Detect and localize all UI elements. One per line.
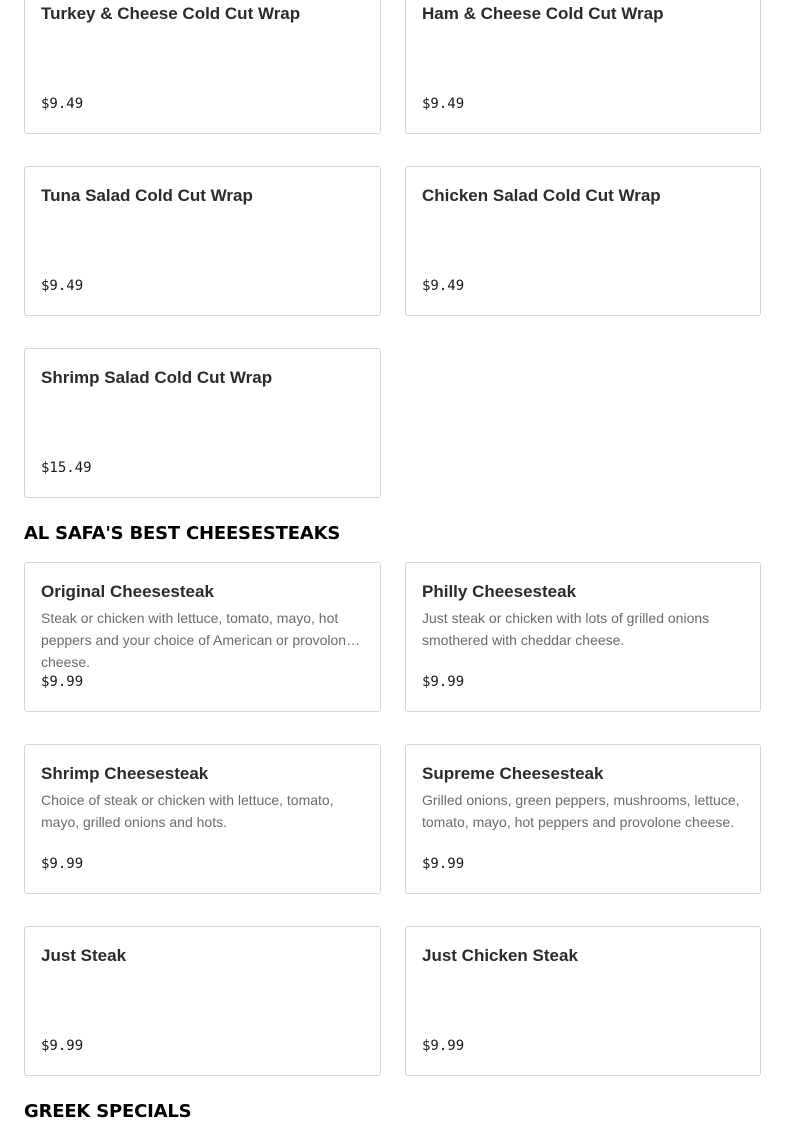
menu-item-price: $9.99: [41, 1038, 84, 1054]
menu-item-name: Ham & Cheese Cold Cut Wrap: [422, 4, 664, 23]
menu-item-card[interactable]: [405, 926, 761, 1076]
menu-item-name: Just Steak: [41, 946, 127, 965]
menu-item-name: Turkey & Cheese Cold Cut Wrap: [41, 4, 301, 23]
section-title-greek-specials: GREEK SPECIALS: [24, 1101, 192, 1122]
menu-item-card[interactable]: [24, 926, 381, 1076]
menu-item-description: Choice of steak or chicken with lettuce, tomato, mayo, grilled onions and hots.: [41, 792, 334, 830]
menu-item-description: Steak or chicken with lettuce, tomato, mayo, hot peppers and your choice of American or provolone cheese.: [41, 610, 354, 670]
menu-item-price: $15.49: [41, 460, 92, 476]
menu-item-price: $9.49: [422, 96, 465, 112]
menu-item-name: Chicken Salad Cold Cut Wrap: [422, 186, 661, 205]
menu-item-price: $9.49: [422, 278, 465, 294]
section-title-cheesesteaks: AL SAFA'S BEST CHEESESTEAKS: [24, 523, 341, 544]
menu-item-card[interactable]: [405, 744, 761, 894]
menu-item-description: Grilled onions, green peppers, mushrooms, lettuce, tomato, mayo, hot peppers and provolone cheese.: [422, 792, 740, 830]
menu-item-name: Original Cheesesteak: [41, 582, 214, 601]
menu-item-price: $9.49: [41, 278, 84, 294]
menu-item-name: Shrimp Cheesesteak: [41, 764, 209, 783]
menu-item-card[interactable]: [24, 348, 381, 498]
menu-item-card[interactable]: [405, 0, 761, 134]
cheesesteaks-grid: [24, 562, 761, 1076]
menu-item-name: Tuna Salad Cold Cut Wrap: [41, 186, 253, 205]
menu-item-price: $9.99: [41, 856, 84, 872]
menu-item-name: Just Chicken Steak: [422, 946, 578, 965]
menu-item-card[interactable]: [405, 562, 761, 712]
menu-item-price: $9.99: [422, 1038, 465, 1054]
menu-item-description: Just steak or chicken with lots of grilled onions smothered with cheddar cheese.: [422, 610, 710, 648]
menu-item-price: $9.99: [422, 856, 465, 872]
menu-item-card[interactable]: [24, 562, 381, 712]
menu-item-card[interactable]: [24, 166, 381, 316]
menu-item-card[interactable]: [24, 0, 381, 134]
menu-item-name: Supreme Cheesesteak: [422, 764, 604, 783]
menu-item-card[interactable]: [405, 166, 761, 316]
menu-item-card[interactable]: [24, 744, 381, 894]
menu-item-price: $9.99: [422, 674, 465, 690]
menu-item-price: $9.99: [41, 674, 84, 690]
menu-item-name: Philly Cheesesteak: [422, 582, 577, 601]
menu-item-name: Shrimp Salad Cold Cut Wrap: [41, 368, 273, 387]
menu-item-price: $9.49: [41, 96, 84, 112]
wraps-grid: [24, 0, 761, 498]
